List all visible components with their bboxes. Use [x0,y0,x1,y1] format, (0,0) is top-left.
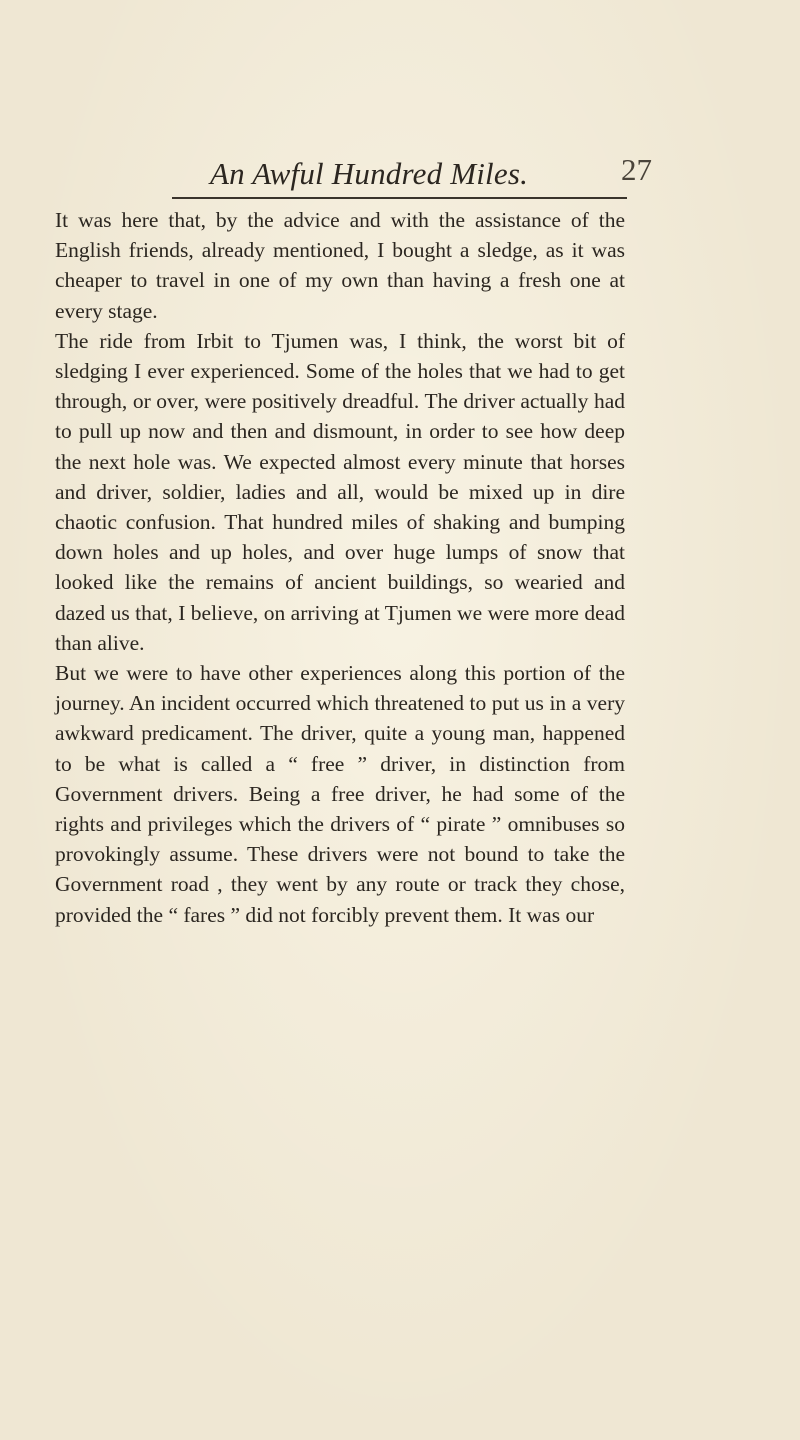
paragraph-2: The ride from Irbit to Tjumen was, I think, the worst bit of sledging I ever experienced. Some of the holes that we had to get through, or over, were positively dreadful. The driver actually had to pull up now and then and dismount, in order to see how deep the next hole was. We expected almost every minute that horses and driver, soldier, ladies and all, would be mixed up in dire chaotic confusion. That hundred miles of shaking and bumping down holes and up holes, and over huge lumps of snow that looked like the remains of ancient buildings, so wearied and dazed us that, I believe, on arriving at Tjumen we were more dead than alive. [55,328,625,655]
paragraph-1: It was here that, by the advice and with the assistance of the English friends, already mentioned, I bought a sledge, as it was cheaper to travel in one of my own than having a fresh one at every stage. [55,208,625,323]
header-rule [172,197,627,199]
page-header [0,150,800,190]
paragraph-3: But we were to have other experiences along this portion of the journey. An incident occurred which threatened to put us in a very awkward predicament. The driver, quite a young man, happened to be what is called a “ free ” driver, in distinction from Government drivers. Being a free driver, he had some of the rights and privileges which the drivers of “ pirate ” omnibuses so provokingly assume. These drivers were not bound to take the Government road , they went by any route or track they chose, provided the “ fares ” did not forcibly prevent them. It was our [55,661,625,927]
running-title: An Awful Hundred Miles. [210,156,529,191]
page-number: 27 [621,152,652,187]
body-text [55,205,625,930]
